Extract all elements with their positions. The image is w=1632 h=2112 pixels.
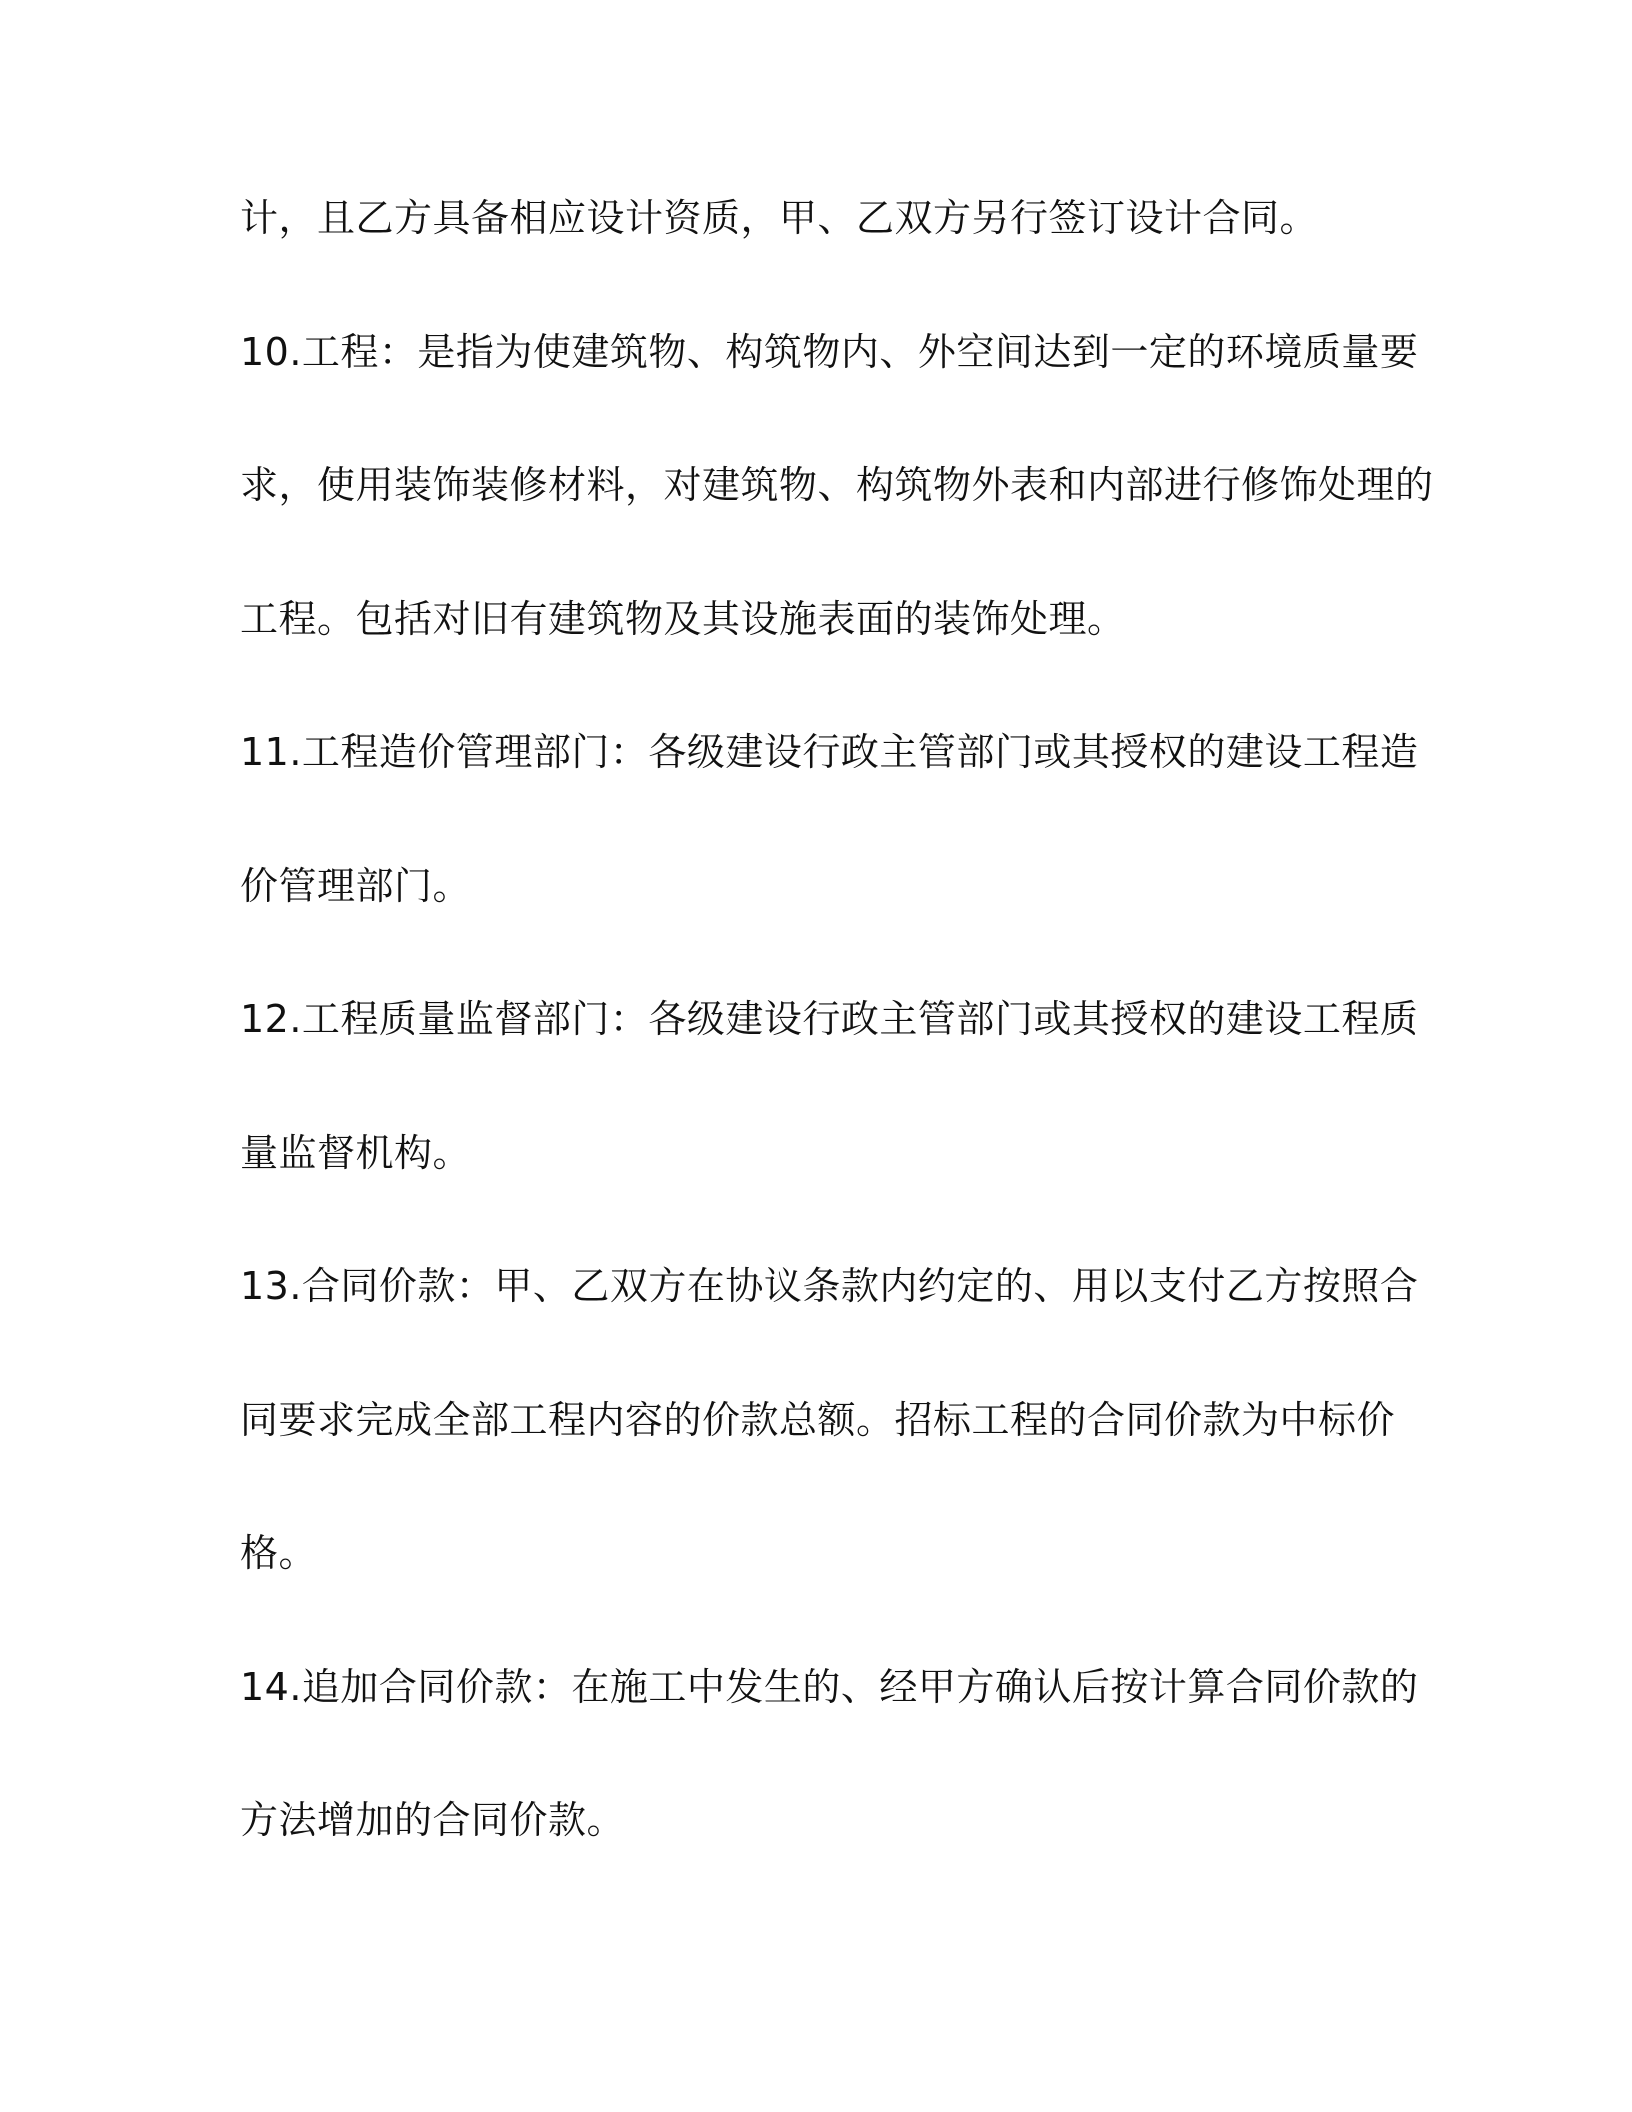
text-line: 格。 — [240, 1531, 318, 1575]
text-line: 价管理部门。 — [240, 864, 472, 908]
text-line: 13.合同价款：甲、乙双方在协议条款内约定的、用以支付乙方按照合 — [240, 1264, 1419, 1308]
text-line: 同要求完成全部工程内容的价款总额。招标工程的合同价款为中标价 — [240, 1398, 1396, 1442]
text-line: 计，且乙方具备相应设计资质，甲、乙双方另行签订设计合同。 — [240, 196, 1319, 240]
text-line: 方法增加的合同价款。 — [240, 1798, 626, 1842]
text-line: 11.工程造价管理部门：各级建设行政主管部门或其授权的建设工程造 — [240, 730, 1419, 774]
text-line: 10.工程：是指为使建筑物、构筑物内、外空间达到一定的环境质量要 — [240, 330, 1419, 374]
text-line: 14.追加合同价款：在施工中发生的、经甲方确认后按计算合同价款的 — [240, 1665, 1419, 1709]
text-line: 量监督机构。 — [240, 1131, 472, 1175]
text-line: 12.工程质量监督部门：各级建设行政主管部门或其授权的建设工程质 — [240, 997, 1419, 1041]
text-line: 工程。包括对旧有建筑物及其设施表面的装饰处理。 — [240, 597, 1126, 641]
text-line: 求，使用装饰装修材料，对建筑物、构筑物外表和内部进行修饰处理的 — [240, 463, 1434, 507]
